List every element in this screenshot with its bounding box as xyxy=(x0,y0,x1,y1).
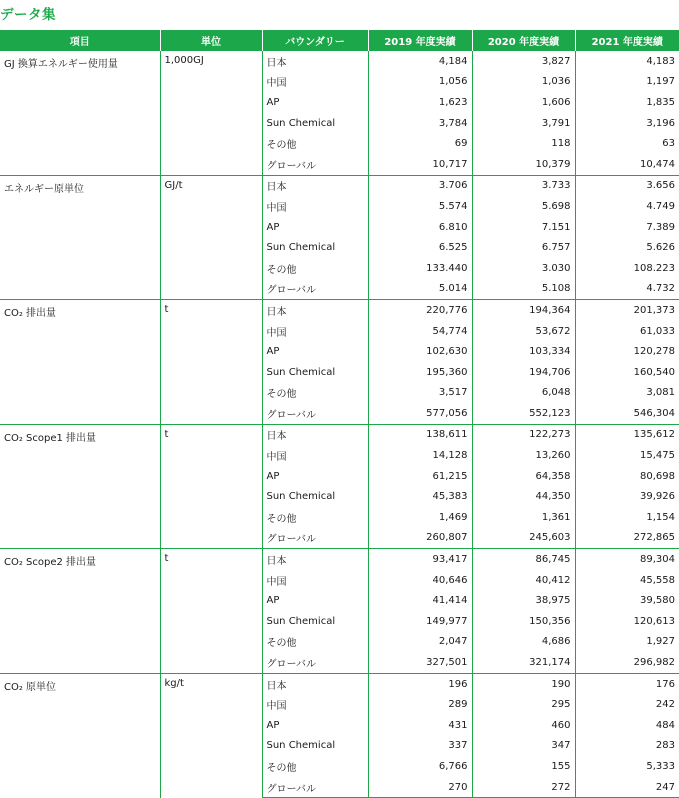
header-unit: 単位 xyxy=(160,30,262,51)
value-cell: 484 xyxy=(655,719,675,731)
header-fy2020: 2020 年度実績 xyxy=(472,30,575,51)
value-cell: 1,835 xyxy=(646,96,675,108)
value-cell: 63 xyxy=(662,138,675,150)
value-cell: 1,056 xyxy=(368,72,472,93)
region-cell: 日本 xyxy=(262,549,368,570)
value-cell: 6,048 xyxy=(472,383,575,404)
region-cell: Sun Chemical xyxy=(262,736,368,757)
value-cell: 1,623 xyxy=(368,92,472,113)
region-cell: AP xyxy=(262,341,368,362)
value-cell: 40,412 xyxy=(472,570,575,591)
unit-cell: t xyxy=(160,424,262,549)
value-cell: 5.574 xyxy=(368,196,472,217)
value-cell: 41,414 xyxy=(368,590,472,611)
table-row xyxy=(0,673,679,694)
value-cell: 195,360 xyxy=(368,362,472,383)
value-cell: 93,417 xyxy=(368,549,472,570)
value-cell: 149,977 xyxy=(368,611,472,632)
region-cell: 日本 xyxy=(262,51,368,72)
value-cell: 44,350 xyxy=(472,486,575,507)
value-cell: 272 xyxy=(472,777,575,798)
category-cell: CO₂ Scope2 排出量 xyxy=(0,549,160,674)
value-cell: 39,926 xyxy=(640,491,675,503)
region-cell: 中国 xyxy=(262,321,368,342)
value-cell: 3.656 xyxy=(575,175,679,196)
value-cell: 135,612 xyxy=(575,424,679,445)
value-cell: 4,183 xyxy=(575,51,679,72)
region-cell: グローバル xyxy=(262,528,368,549)
value-cell: 245,603 xyxy=(472,528,575,549)
value-cell: 242 xyxy=(655,699,675,711)
value-cell: 283 xyxy=(655,740,675,752)
table-row xyxy=(0,175,679,196)
region-cell: AP xyxy=(262,590,368,611)
header-item: 項目 xyxy=(0,30,160,51)
region-cell: グローバル xyxy=(262,403,368,424)
value-cell: 40,646 xyxy=(368,570,472,591)
value-cell: 54,774 xyxy=(368,321,472,342)
value-cell: 39,580 xyxy=(640,595,675,607)
value-cell: 6.757 xyxy=(472,237,575,258)
value-cell: 108.223 xyxy=(633,262,675,274)
value-cell: 103,334 xyxy=(472,341,575,362)
value-cell: 552,123 xyxy=(472,403,575,424)
value-cell: 201,373 xyxy=(575,300,679,321)
header-fy2019: 2019 年度実績 xyxy=(368,30,472,51)
region-cell: AP xyxy=(262,466,368,487)
value-cell: 1,469 xyxy=(368,507,472,528)
value-cell: 150,356 xyxy=(472,611,575,632)
value-cell: 3.706 xyxy=(368,175,472,196)
value-cell: 194,364 xyxy=(472,300,575,321)
value-cell: 45,558 xyxy=(640,574,675,586)
table-row xyxy=(0,424,679,445)
value-cell: 155 xyxy=(472,756,575,777)
region-cell: グローバル xyxy=(262,777,368,798)
value-cell: 86,745 xyxy=(472,549,575,570)
value-cell: 260,807 xyxy=(368,528,472,549)
header-boundary: バウンダリー xyxy=(262,30,368,51)
value-cell: 133.440 xyxy=(368,258,472,279)
value-cell: 296,982 xyxy=(575,652,679,673)
value-cell: 80,698 xyxy=(640,470,675,482)
region-cell: その他 xyxy=(262,507,368,528)
value-cell: 118 xyxy=(472,133,575,154)
region-cell: 中国 xyxy=(262,694,368,715)
value-cell: 7.151 xyxy=(472,217,575,238)
value-cell: 4.732 xyxy=(575,279,679,300)
value-cell: 7.389 xyxy=(646,221,675,233)
data-table xyxy=(0,30,679,798)
value-cell: 64,358 xyxy=(472,466,575,487)
value-cell: 194,706 xyxy=(472,362,575,383)
value-cell: 295 xyxy=(472,694,575,715)
region-cell: 日本 xyxy=(262,673,368,694)
value-cell: 1,197 xyxy=(646,76,675,88)
value-cell: 3.733 xyxy=(472,175,575,196)
value-cell: 3,196 xyxy=(646,117,675,129)
value-cell: 10,717 xyxy=(368,154,472,175)
region-cell: Sun Chemical xyxy=(262,611,368,632)
value-cell: 321,174 xyxy=(472,652,575,673)
value-cell: 270 xyxy=(368,777,472,798)
value-cell: 61,033 xyxy=(640,325,675,337)
value-cell: 3,827 xyxy=(472,51,575,72)
value-cell: 337 xyxy=(368,736,472,757)
region-cell: 中国 xyxy=(262,72,368,93)
value-cell: 1,361 xyxy=(472,507,575,528)
value-cell: 122,273 xyxy=(472,424,575,445)
value-cell: 120,278 xyxy=(633,346,675,358)
value-cell: 1,036 xyxy=(472,72,575,93)
category-cell: CO₂ 排出量 xyxy=(0,300,160,425)
region-cell: AP xyxy=(262,92,368,113)
value-cell: 220,776 xyxy=(368,300,472,321)
value-cell: 10,474 xyxy=(575,154,679,175)
region-cell: 中国 xyxy=(262,196,368,217)
region-cell: AP xyxy=(262,217,368,238)
value-cell: 120,613 xyxy=(633,615,675,627)
region-cell: グローバル xyxy=(262,154,368,175)
value-cell: 247 xyxy=(575,777,679,798)
value-cell: 190 xyxy=(472,673,575,694)
table-body xyxy=(0,51,679,798)
value-cell: 289 xyxy=(368,694,472,715)
unit-cell: t xyxy=(160,549,262,674)
value-cell: 347 xyxy=(472,736,575,757)
value-cell: 138,611 xyxy=(368,424,472,445)
region-cell: AP xyxy=(262,715,368,736)
value-cell: 577,056 xyxy=(368,403,472,424)
value-cell: 102,630 xyxy=(368,341,472,362)
value-cell: 5.108 xyxy=(472,279,575,300)
value-cell: 6.525 xyxy=(368,237,472,258)
value-cell: 1,154 xyxy=(646,511,675,523)
value-cell: 5.698 xyxy=(472,196,575,217)
region-cell: 中国 xyxy=(262,445,368,466)
region-cell: 中国 xyxy=(262,570,368,591)
table-header xyxy=(0,30,679,51)
value-cell: 460 xyxy=(472,715,575,736)
category-cell: GJ 換算エネルギー使用量 xyxy=(0,51,160,176)
value-cell: 4,686 xyxy=(472,632,575,653)
value-cell: 1,606 xyxy=(472,92,575,113)
value-cell: 3,784 xyxy=(368,113,472,134)
region-cell: その他 xyxy=(262,383,368,404)
value-cell: 13,260 xyxy=(472,445,575,466)
unit-cell: t xyxy=(160,300,262,425)
value-cell: 6.810 xyxy=(368,217,472,238)
region-cell: 日本 xyxy=(262,300,368,321)
value-cell: 5.626 xyxy=(646,242,675,254)
category-cell: エネルギー原単位 xyxy=(0,175,160,300)
region-cell: Sun Chemical xyxy=(262,113,368,134)
region-cell: Sun Chemical xyxy=(262,237,368,258)
value-cell: 272,865 xyxy=(575,528,679,549)
value-cell: 5,333 xyxy=(646,760,675,772)
value-cell: 6,766 xyxy=(368,756,472,777)
value-cell: 327,501 xyxy=(368,652,472,673)
value-cell: 2,047 xyxy=(368,632,472,653)
region-cell: その他 xyxy=(262,258,368,279)
value-cell: 3.030 xyxy=(472,258,575,279)
value-cell: 431 xyxy=(368,715,472,736)
page-title: データ集 xyxy=(0,7,56,23)
region-cell: 日本 xyxy=(262,175,368,196)
value-cell: 4.749 xyxy=(646,200,675,212)
region-cell: グローバル xyxy=(262,279,368,300)
region-cell: グローバル xyxy=(262,652,368,673)
value-cell: 69 xyxy=(368,133,472,154)
region-cell: Sun Chemical xyxy=(262,486,368,507)
category-cell: CO₂ Scope1 排出量 xyxy=(0,424,160,549)
value-cell: 53,672 xyxy=(472,321,575,342)
value-cell: 61,215 xyxy=(368,466,472,487)
value-cell: 45,383 xyxy=(368,486,472,507)
unit-cell: kg/t xyxy=(160,673,262,798)
table-row xyxy=(0,300,679,321)
region-cell: その他 xyxy=(262,133,368,154)
value-cell: 3,791 xyxy=(472,113,575,134)
value-cell: 3,517 xyxy=(368,383,472,404)
value-cell: 160,540 xyxy=(633,366,675,378)
value-cell: 546,304 xyxy=(575,403,679,424)
value-cell: 15,475 xyxy=(640,450,675,462)
header-fy2021: 2021 年度実績 xyxy=(575,30,679,51)
value-cell: 5.014 xyxy=(368,279,472,300)
value-cell: 10,379 xyxy=(472,154,575,175)
value-cell: 89,304 xyxy=(575,549,679,570)
value-cell: 1,927 xyxy=(646,636,675,648)
unit-cell: 1,000GJ xyxy=(160,51,262,176)
region-cell: その他 xyxy=(262,756,368,777)
value-cell: 14,128 xyxy=(368,445,472,466)
value-cell: 4,184 xyxy=(368,51,472,72)
table-row xyxy=(0,51,679,72)
value-cell: 38,975 xyxy=(472,590,575,611)
region-cell: Sun Chemical xyxy=(262,362,368,383)
value-cell: 3,081 xyxy=(646,387,675,399)
value-cell: 196 xyxy=(368,673,472,694)
unit-cell: GJ/t xyxy=(160,175,262,300)
category-cell: CO₂ 原単位 xyxy=(0,673,160,798)
table-row xyxy=(0,549,679,570)
region-cell: 日本 xyxy=(262,424,368,445)
value-cell: 176 xyxy=(575,673,679,694)
region-cell: その他 xyxy=(262,632,368,653)
